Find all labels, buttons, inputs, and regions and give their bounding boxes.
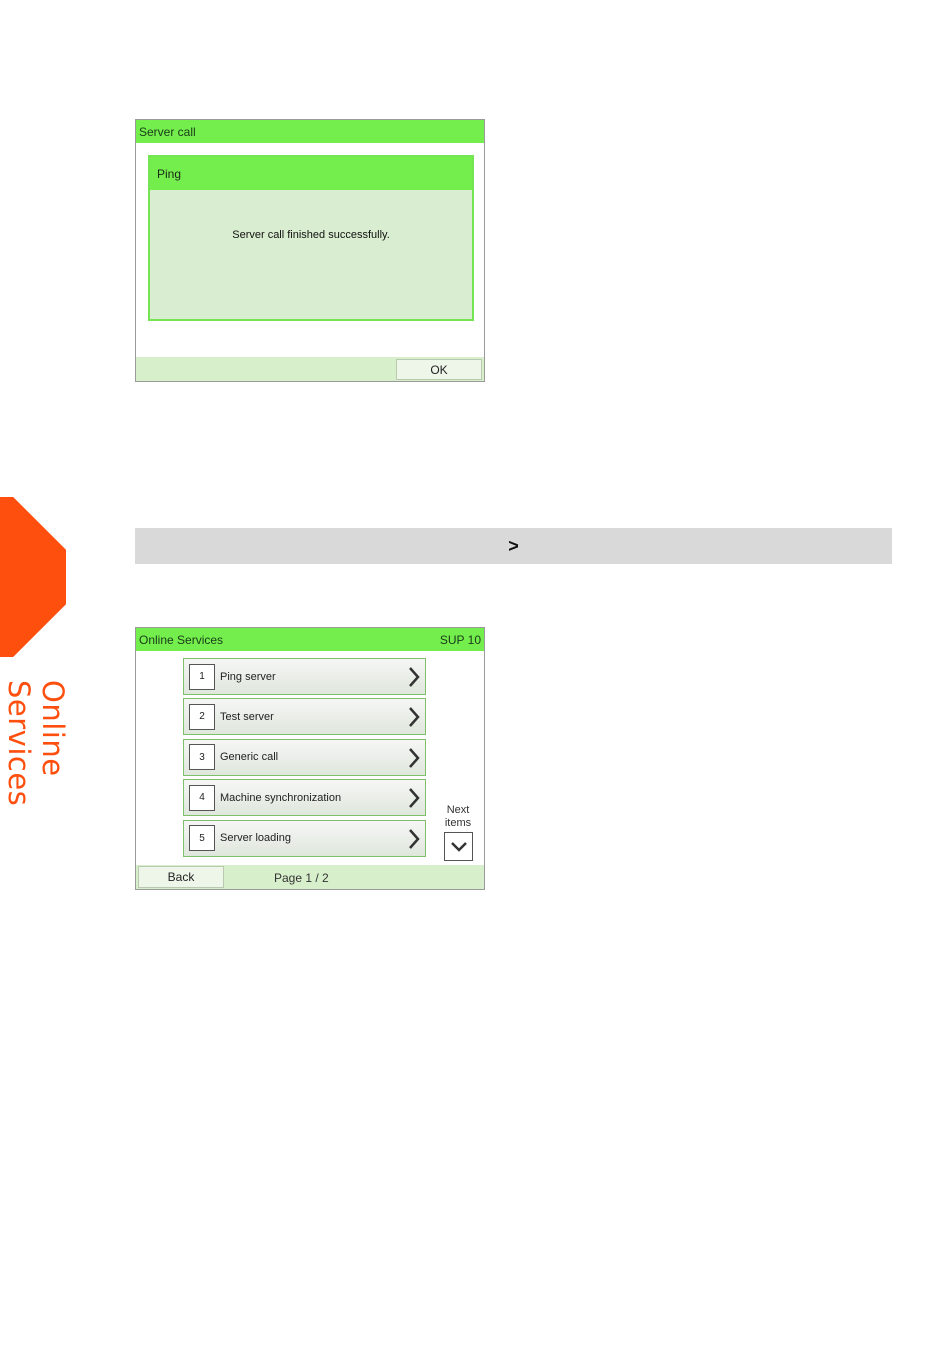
menu-item-generic-call[interactable] — [183, 739, 426, 776]
chapter-label: Online Services — [2, 680, 70, 807]
menu-item-machine-synchronization[interactable] — [183, 779, 426, 816]
ping-dialog-title: Ping — [150, 157, 472, 190]
item-label: Machine synchronization — [220, 791, 342, 804]
screen-footer — [136, 357, 484, 381]
item-number: 4 — [189, 785, 215, 811]
ping-dialog — [148, 155, 474, 321]
screen-title: Server call — [139, 124, 196, 139]
menu-item-test-server[interactable] — [183, 698, 426, 735]
chevron-right-icon — [407, 666, 421, 688]
item-number: 3 — [189, 744, 215, 770]
next-items-line2: items — [444, 817, 472, 829]
chevron-right-icon — [407, 747, 421, 769]
item-number: 1 — [189, 664, 215, 690]
item-number: 5 — [189, 825, 215, 851]
item-label: Server loading — [220, 832, 291, 845]
online-services-screen — [135, 627, 485, 890]
chevron-right-icon — [407, 828, 421, 850]
screen-footer — [136, 865, 484, 889]
chevron-right-icon — [407, 787, 421, 809]
screen-code: SUP 10 — [439, 632, 481, 647]
screen-title-bar — [136, 628, 484, 651]
back-button[interactable]: Back — [138, 866, 224, 888]
next-items-label — [440, 804, 476, 830]
chevron-right-icon — [407, 706, 421, 728]
chevron-down-icon — [450, 841, 468, 853]
chapter-tab — [0, 497, 66, 657]
menu-item-ping-server[interactable] — [183, 658, 426, 695]
breadcrumb-separator: > — [508, 535, 519, 556]
next-items-line1: Next — [446, 804, 470, 816]
server-call-screen — [135, 119, 485, 382]
menu-list — [183, 658, 426, 860]
screen-title: Online Services — [139, 632, 224, 647]
ok-button[interactable]: OK — [396, 359, 482, 380]
item-label: Ping server — [220, 670, 276, 683]
menu-item-server-loading[interactable] — [183, 820, 426, 857]
item-number: 2 — [189, 704, 215, 730]
item-label: Generic call — [220, 751, 279, 764]
screen-title-bar — [136, 120, 484, 143]
page-indicator: Page 1 / 2 — [274, 871, 329, 885]
status-message: Server call finished successfully. — [232, 229, 390, 241]
breadcrumb — [135, 528, 892, 564]
item-label: Test server — [220, 710, 274, 723]
next-items-button[interactable] — [444, 832, 473, 861]
